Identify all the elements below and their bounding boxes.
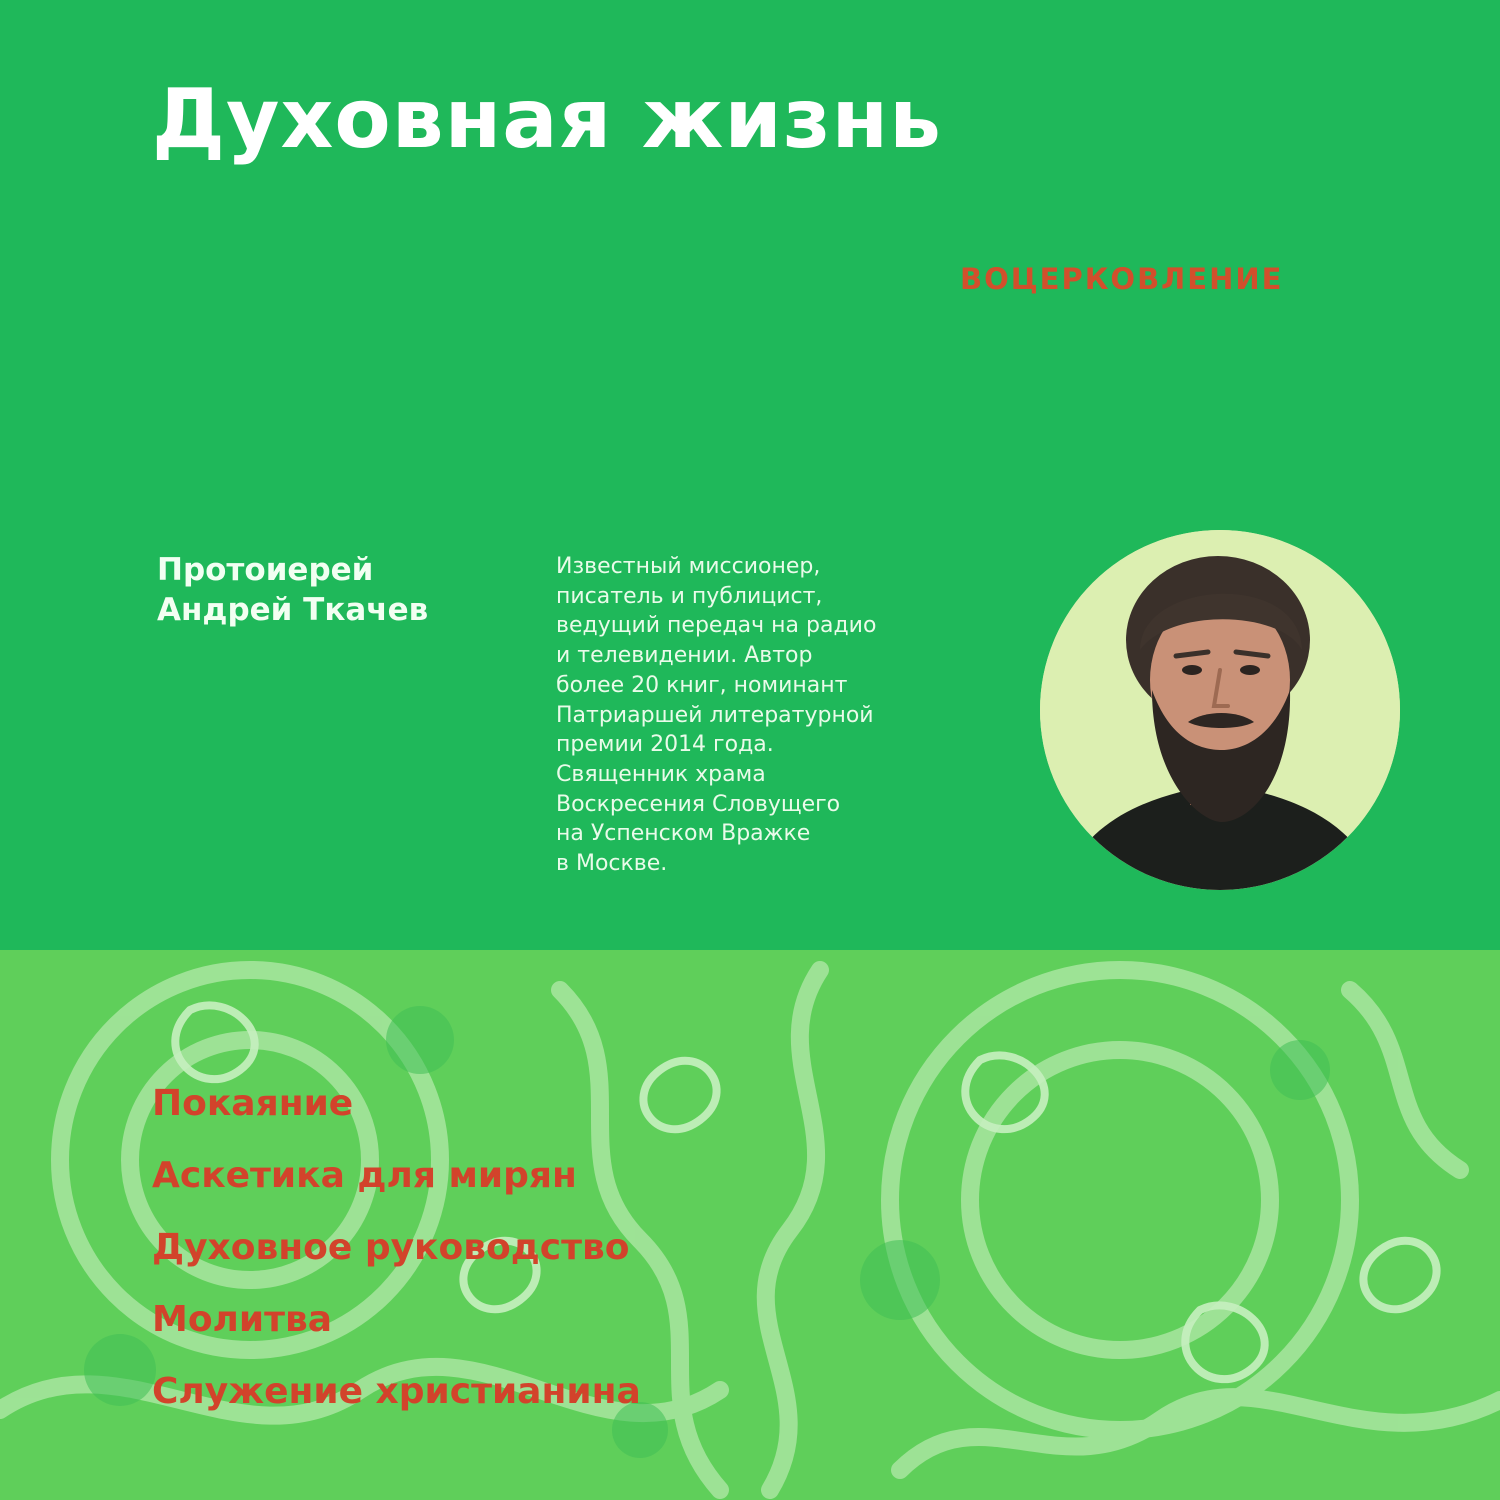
- bio-line: премии 2014 года.: [556, 732, 774, 758]
- topic-item: Покаяние: [152, 1083, 354, 1124]
- topic-item: Аскетика для мирян: [152, 1155, 577, 1196]
- author-line-name: Андрей Ткачев: [157, 592, 429, 628]
- topic-item: Молитва: [152, 1299, 333, 1340]
- bio-line: ведущий передач на радио: [556, 613, 877, 639]
- bio-line: писатель и публицист,: [556, 583, 823, 609]
- author-portrait: [1040, 530, 1400, 890]
- topic-item: Духовное руководство: [152, 1227, 630, 1268]
- person-portrait-icon: [1040, 530, 1400, 890]
- series-label: ВОЦЕРКОВЛЕНИЕ: [960, 262, 1284, 296]
- bio-line: в Москве.: [556, 851, 668, 877]
- author-bio: [556, 552, 876, 879]
- bio-line: более 20 книг, номинант: [556, 672, 848, 698]
- bio-line: на Успенском Вражке: [556, 821, 811, 847]
- bio-line: Священник храма: [556, 761, 766, 787]
- book-title: Духовная жизнь: [152, 72, 942, 167]
- bio-line: Воскресения Словущего: [556, 791, 841, 817]
- bio-line: Известный миссионер,: [556, 554, 821, 579]
- author-line-title: Протоиерей: [157, 552, 374, 588]
- topic-item: Служение христианина: [152, 1371, 641, 1412]
- bio-line: и телевидении. Автор: [556, 643, 813, 669]
- bio-line: Патриаршей литературной: [556, 702, 874, 728]
- topics-list: [152, 1068, 641, 1428]
- author-name: [157, 550, 428, 630]
- ornament-panel: [0, 950, 1500, 1500]
